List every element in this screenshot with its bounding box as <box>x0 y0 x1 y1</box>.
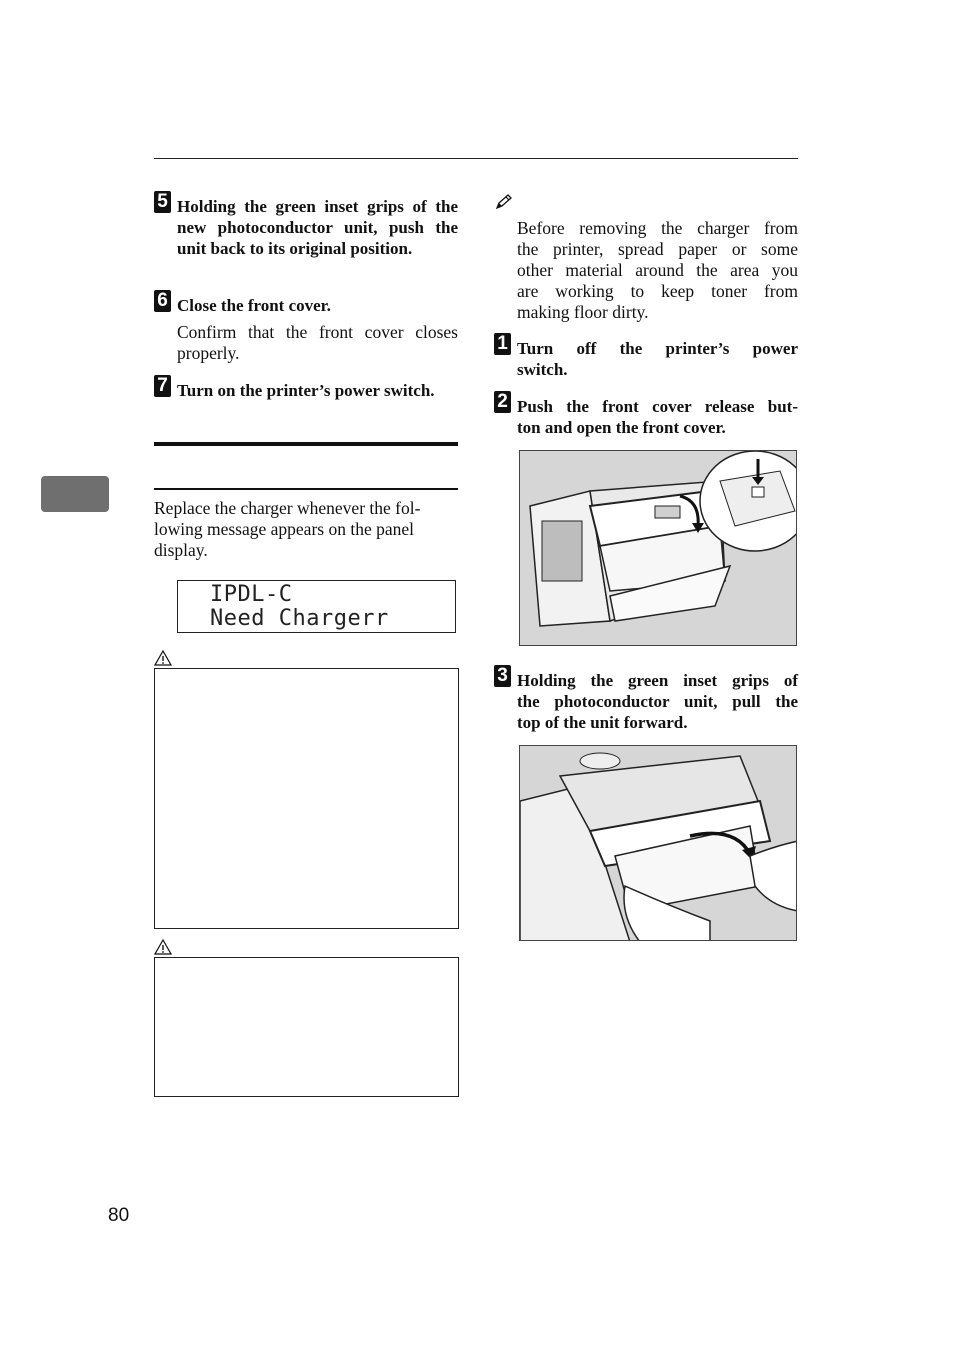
step-number-badge: 5 <box>154 191 171 213</box>
step-line: ton and open the front cover. <box>517 418 726 437</box>
chapter-tab <box>41 476 109 512</box>
display-line-1: IPDL-C <box>210 582 293 607</box>
step-6-note: Confirm that the front cover closes properly. <box>177 322 458 363</box>
step-line: switch. <box>517 360 568 379</box>
display-line-2: Need Chargerr <box>210 606 389 631</box>
intro-line: lowing message appears on the panel <box>154 519 414 539</box>
warning-triangle-icon <box>154 650 172 666</box>
step-1-text <box>517 338 798 380</box>
figure-open-front-cover <box>519 450 797 646</box>
warning-box-2 <box>154 957 459 1097</box>
step-number-badge: 3 <box>494 665 511 687</box>
step-line: Turn off the printer’s power <box>517 339 798 358</box>
step-number-badge: 1 <box>494 333 511 355</box>
page-number: 80 <box>108 1205 130 1226</box>
step-6-text: Close the front cover. <box>177 296 331 315</box>
step-text <box>177 196 458 259</box>
pencil-icon <box>494 193 514 211</box>
note-line: are working to keep toner from <box>517 281 798 301</box>
step-5-text: Holding the green inset grips of the new photoconductor unit, push the unit back to its original position. <box>177 197 458 258</box>
printer-illustration <box>520 451 797 646</box>
note-paragraph <box>517 218 798 323</box>
warning-triangle-icon <box>154 939 172 955</box>
intro-paragraph <box>154 498 458 561</box>
step-line: Push the front cover release but- <box>517 397 798 416</box>
step-3-text <box>517 670 798 733</box>
step-line: top of the unit forward. <box>517 713 688 732</box>
step-number-badge: 2 <box>494 391 511 413</box>
step-line: the photoconductor unit, pull the <box>517 692 798 711</box>
step-line: Holding the green inset grips of <box>517 671 798 690</box>
header-rule <box>154 158 798 159</box>
panel-display <box>177 580 456 633</box>
note-line: Before removing the charger from <box>517 218 798 238</box>
step-number-badge: 6 <box>154 290 171 312</box>
warning-box-1 <box>154 668 459 929</box>
step-2-text <box>517 396 798 438</box>
step-7-text: Turn on the printer’s power switch. <box>177 381 435 400</box>
note-line: the printer, spread paper or some <box>517 239 798 259</box>
photoconductor-illustration <box>520 746 797 941</box>
note-line: other material around the area you <box>517 260 798 280</box>
section-heading-underline <box>154 488 458 490</box>
section-heading-rule <box>154 442 458 446</box>
intro-line: Replace the charger whenever the fol- <box>154 498 421 518</box>
step-number-badge: 7 <box>154 375 171 397</box>
intro-line: display. <box>154 540 208 560</box>
note-line: making floor dirty. <box>517 302 649 322</box>
figure-pull-photoconductor <box>519 745 797 941</box>
